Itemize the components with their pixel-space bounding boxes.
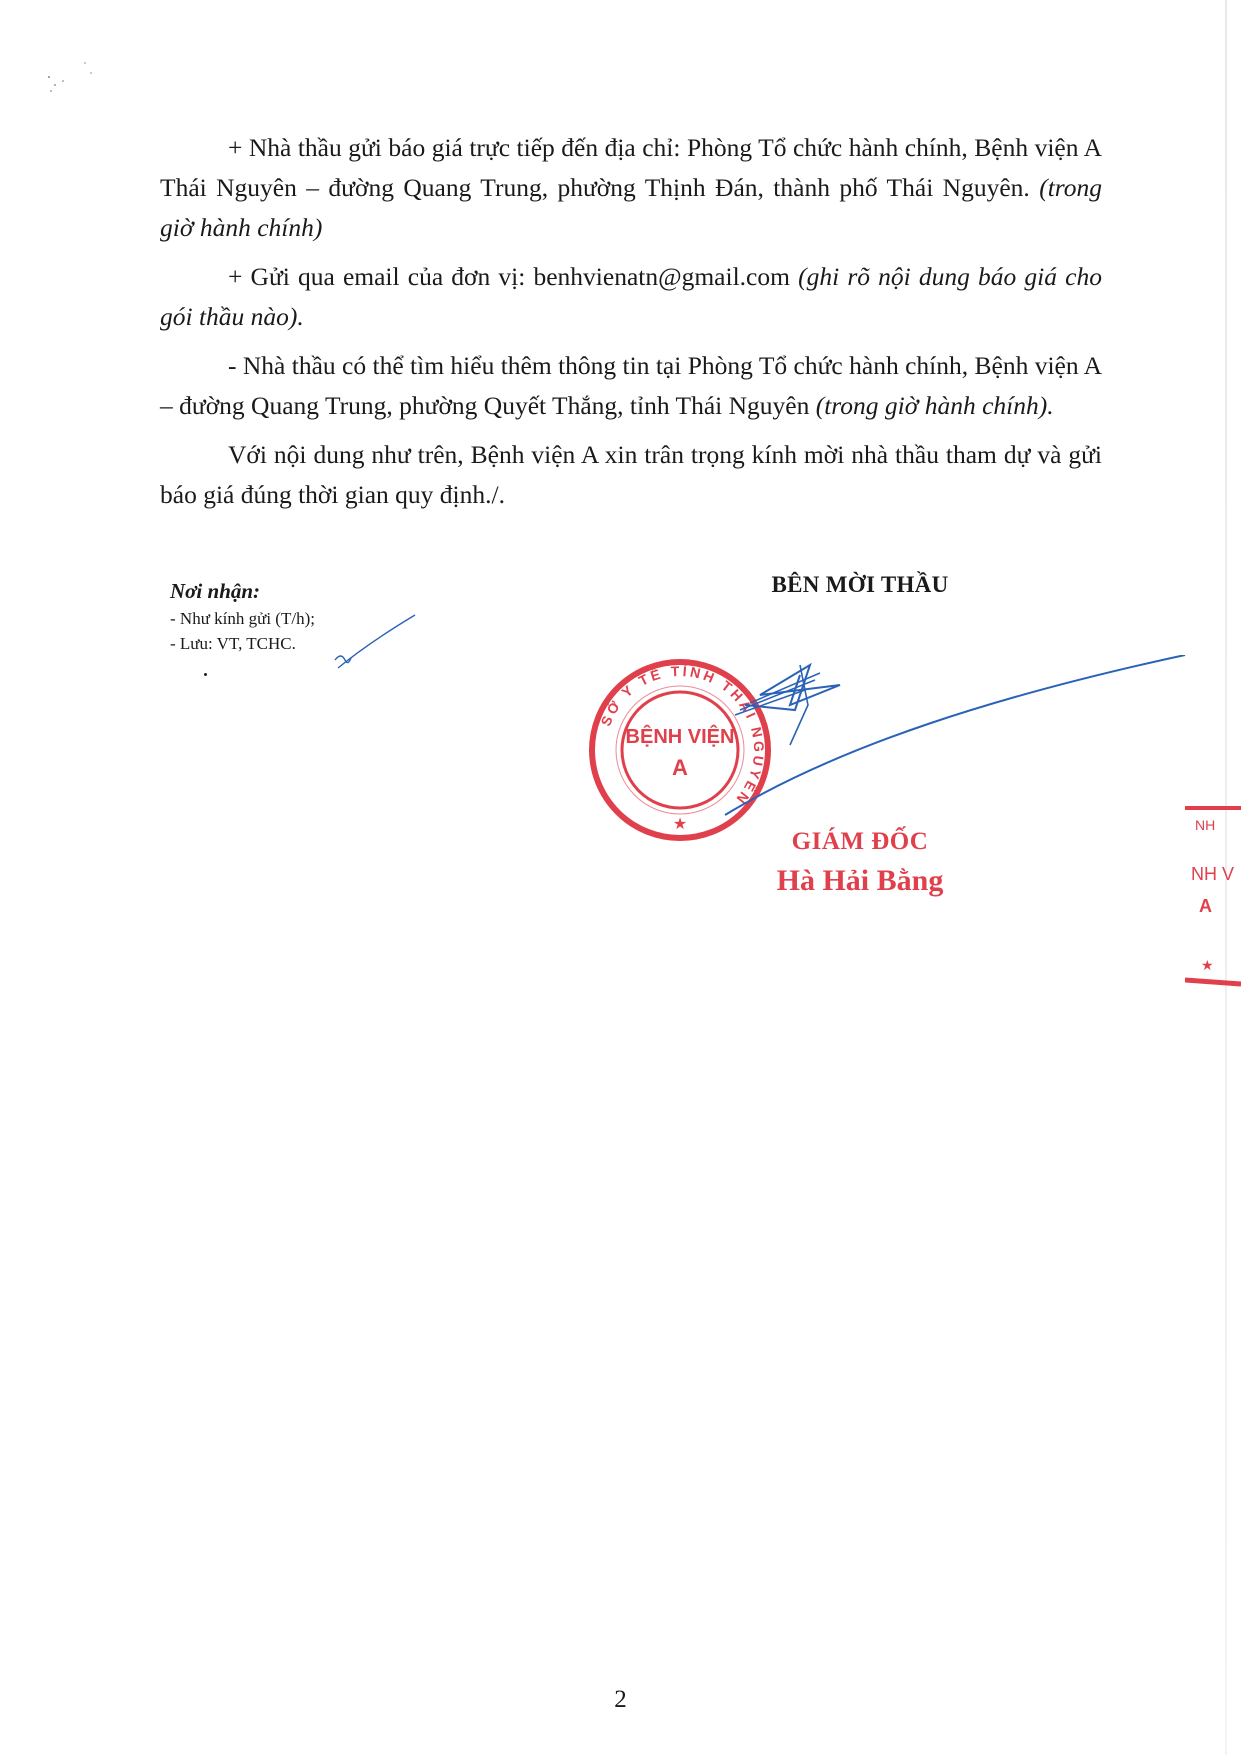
issuer-title: BÊN MỜI THẦU — [771, 572, 949, 597]
svg-text:A: A — [1199, 896, 1212, 916]
paragraph-email: + Gửi qua email của đơn vị: benhvienatn@gmail.com (ghi rõ nội dung báo giá cho gói thầu nào). — [160, 262, 1102, 331]
signature-image — [640, 655, 1200, 825]
office-hours-note: (trong giờ hành chính). — [815, 391, 1054, 420]
paragraph-closing: Với nội dung như trên, Bệnh viện A xin trân trọng kính mời nhà thầu tham dự và gửi báo giá đúng thời gian quy định./. — [160, 440, 1102, 509]
recipients-block — [170, 576, 315, 656]
director-title: GIÁM ĐỐC — [791, 828, 929, 855]
page-number: 2 — [614, 1686, 627, 1713]
svg-text:NH V: NH V — [1191, 864, 1235, 884]
svg-text:NH: NH — [1195, 817, 1216, 833]
recipients-heading: Nơi nhận: — [170, 579, 261, 603]
stray-dot — [204, 673, 207, 676]
scan-specks — [45, 55, 125, 105]
svg-text:★: ★ — [672, 816, 688, 833]
paragraph-more-info: - Nhà thầu có thể tìm hiểu thêm thông tin tại Phòng Tổ chức hành chính, Bệnh viện A – đường Quang Trung, phường Quyết Thắng, tỉnh Thái Nguyên (trong giờ hành chính). — [160, 351, 1102, 420]
initial-mark — [330, 610, 420, 670]
body-text — [160, 128, 1102, 524]
recipient-item: - Lưu: VT, TCHC. — [170, 634, 296, 653]
paragraph-direct-delivery: + Nhà thầu gửi báo giá trực tiếp đến địa chỉ: Phòng Tổ chức hành chính, Bệnh viện A Thái Nguyên – đường Quang Trung, phường Thịnh Đán, thành phố Thái Nguyên. (trong giờ hành chính) — [160, 133, 1103, 242]
edge-seal-fragment-image — [1185, 800, 1241, 1000]
svg-text:BỆNH VIỆN: BỆNH VIỆN — [625, 726, 735, 748]
email-note: (ghi rõ nội dung báo giá cho gói thầu nào). — [160, 262, 1102, 331]
svg-text:SỞ Y TẾ TỈNH THÁI NGUYÊN: SỞ Y TẾ TỈNH THÁI NGUYÊN — [597, 662, 768, 810]
recipient-item: - Như kính gửi (T/h); — [170, 609, 315, 628]
svg-text:★: ★ — [1201, 959, 1214, 974]
office-hours-note: (trong giờ hành chính) — [160, 173, 1103, 242]
director-name: Hà Hải Bằng — [776, 864, 944, 897]
svg-text:A: A — [672, 755, 688, 780]
